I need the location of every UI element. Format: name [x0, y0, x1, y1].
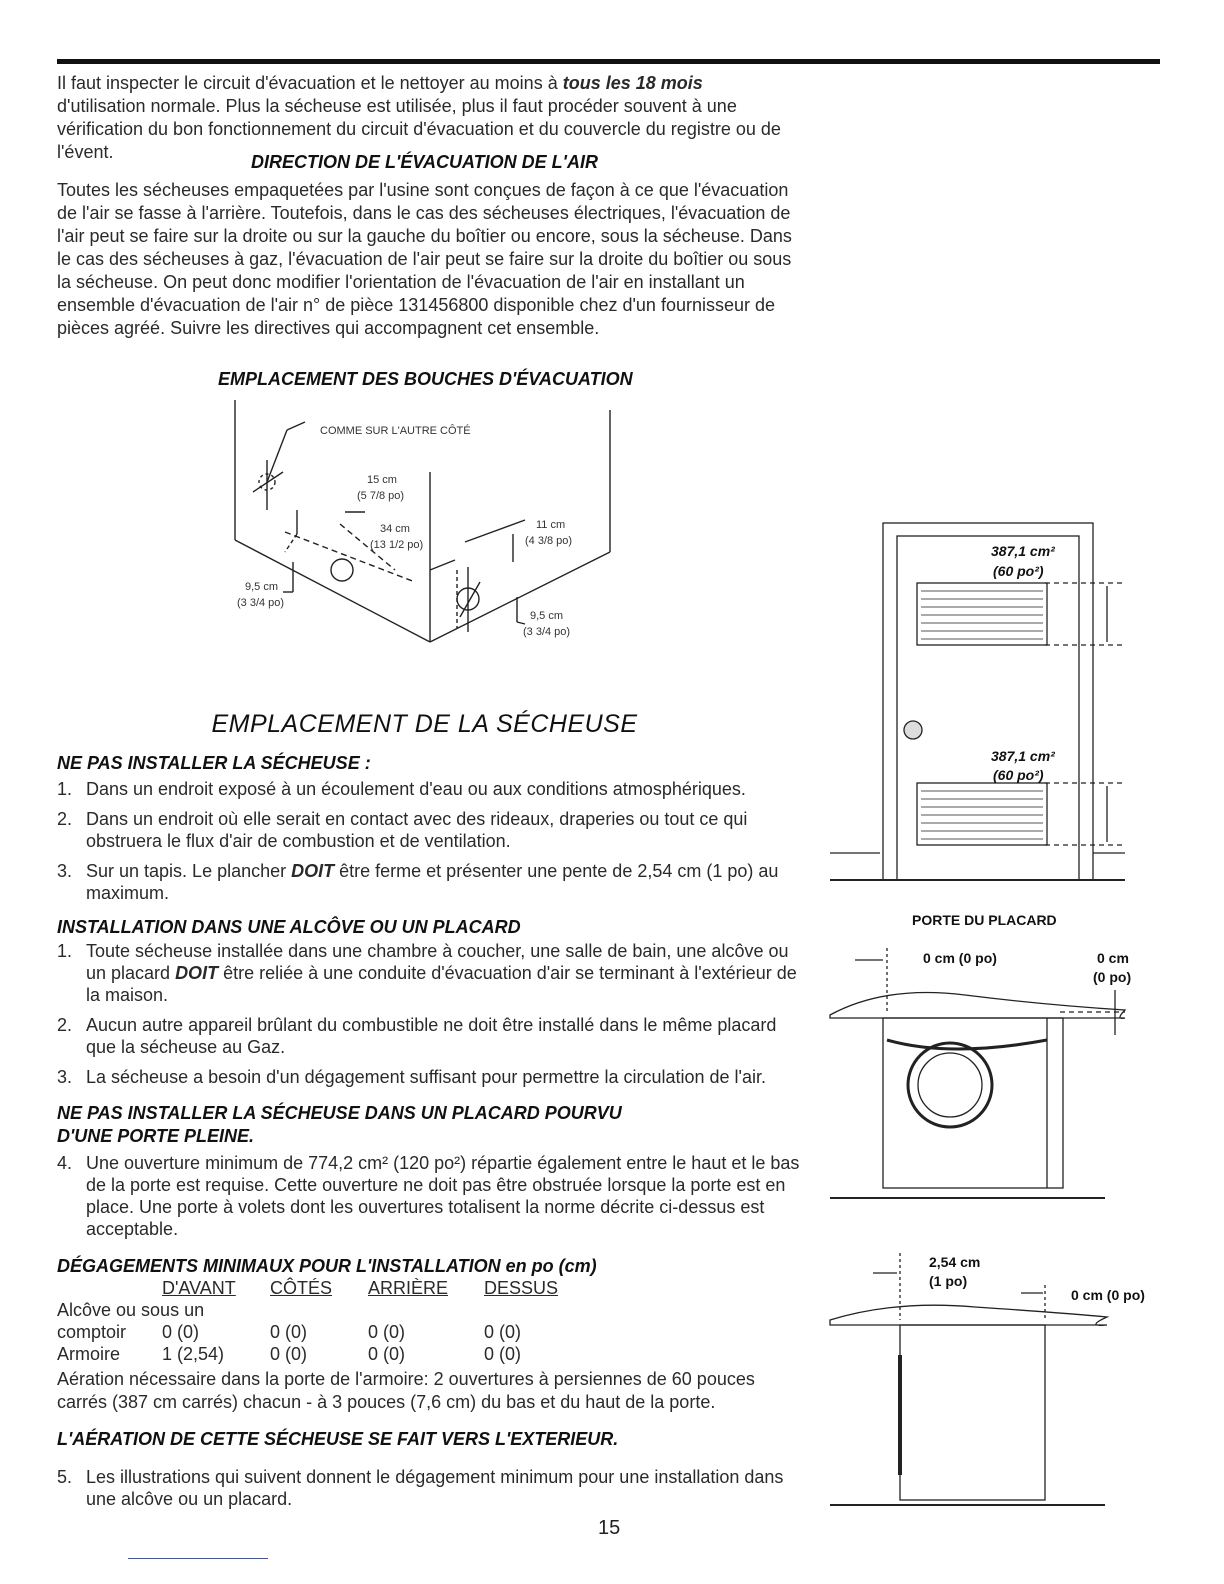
heading-ne-pas-installer: NE PAS INSTALLER LA SÉCHEUSE : — [57, 753, 371, 773]
closet-door-figure — [825, 518, 1155, 938]
list-item: 3. Sur un tapis. Le plancher DOIT être ferme et présenter une pente de 2,54 cm (1 po) au maximum. — [57, 861, 779, 903]
side-clearance-figure — [825, 1245, 1165, 1515]
countertop-side — [830, 1305, 1107, 1325]
label-15cm-po: (5 7/8 po) — [357, 490, 405, 502]
vent-diagram — [225, 392, 625, 652]
label-95cm-left: 9,5 cm — [245, 581, 279, 593]
emplacement-title: EMPLACEMENT DE LA SÉCHEUSE — [211, 710, 638, 738]
col-arriere: ARRIÈRE — [368, 1278, 449, 1298]
aeration-paragraph: Aération nécessaire dans la porte de l'armoire: 2 ouvertures à persiennes de 60 pouces carrés (387 cm carrés) chacun - à 3 pouces (7,6 cm) du bas et du haut de la porte. — [57, 1369, 755, 1412]
intro-text-a: Il faut inspecter le circuit d'évacuation et le nettoyer au moins à — [57, 73, 563, 93]
list-porte-pleine — [57, 1152, 802, 1248]
intro-emphasis: tous les 18 mois — [562, 73, 703, 93]
list-item: 2. Dans un endroit où elle serait en contact avec des rideaux, draperies ou tout ce qui obstruera le flux d'air de combustion et de ventilation. — [57, 809, 748, 851]
vent-diagram-title: EMPLACEMENT DES BOUCHES D'ÉVACUATION — [218, 369, 633, 389]
heading-alcove-placard: INSTALLATION DANS UNE ALCÔVE OU UN PLACARD — [57, 917, 521, 937]
top-area-cm: 387,1 cm² — [991, 543, 1055, 559]
list-item: 4. Une ouverture minimum de 774,2 cm² (120 po²) répartie également entre le haut et le bas de la porte est requise. Cette ouverture ne doit pas être obstruée lorsque la porte est en place. Une porte à volets dont les ouvertures totalisent la norme décrite ci-dessus est acceptable. — [57, 1153, 800, 1239]
dryer-door-inner — [918, 1053, 982, 1117]
direction-paragraph: Toutes les sécheuses empaquetées par l'usine sont conçues de façon à ce que l'évacuation de l'air se fasse à l'arrière. Toutefois, dans le cas des sécheuses électriques, l'évacuation de l'air peut se faire sur la droite ou sur la gauche du boîtier ou encore, sous la sécheuse. Dans le cas des sécheuses à gaz, l'évacuation de l'air peut se faire sur la droite du boîtier ou sous la sécheuse. On peut donc modifier l'orientation de l'évacuation de l'air en installant un ensemble d'évacuation de l'air n° de pièce 131456800 disponible chez d'un fournisseur de pièces agréé. Suivre les directives qui accompagnent cet ensemble. — [57, 180, 792, 338]
front-clearance-figure — [825, 940, 1155, 1215]
table-row: Armoire 1 (2,54) 0 (0) 0 (0) 0 (0) — [57, 1344, 522, 1364]
heading-porte-pleine-b: D'UNE PORTE PLEINE. — [57, 1126, 254, 1146]
list-alcove-placard — [57, 940, 802, 1096]
label-34cm: 34 cm — [380, 523, 410, 535]
door-caption: PORTE DU PLACARD — [912, 912, 1057, 928]
door-knob — [904, 721, 922, 739]
countertop-front — [830, 993, 1125, 1019]
dryer-front-body — [883, 1018, 1063, 1188]
vent-left-circle — [331, 559, 353, 581]
direction-heading: DIRECTION DE L'ÉVACUATION DE L'AIR — [251, 152, 598, 172]
door-frame — [883, 523, 1093, 880]
bottom-area-cm: 387,1 cm² — [991, 748, 1055, 764]
door-panel — [897, 536, 1079, 880]
dryer-door-outer — [908, 1043, 992, 1127]
col-cotes: CÔTÉS — [270, 1278, 333, 1298]
front-top-clearance-po: (0 po) — [1093, 969, 1132, 985]
top-rule — [57, 59, 1160, 64]
list-item: 5. Les illustrations qui suivent donnent le dégagement minimum pour une installation dans une alcôve ou un placard. — [57, 1467, 784, 1509]
clearance-table — [57, 1278, 558, 1365]
top-area-po: (60 po²) — [993, 563, 1044, 579]
bottom-area-po: (60 po²) — [993, 767, 1044, 783]
intro-paragraph — [57, 72, 792, 164]
list-item: 1. Dans un endroit exposé à un écoulement d'eau ou aux conditions atmosphériques. — [57, 779, 746, 799]
label-15cm: 15 cm — [367, 474, 397, 486]
label-same-other-side: COMME SUR L'AUTRE CÔTÉ — [320, 425, 471, 437]
label-95cm-left-po: (3 3/4 po) — [237, 597, 285, 609]
list-ne-pas-installer — [57, 778, 802, 912]
dryer-side-body — [900, 1325, 1045, 1500]
label-95cm-right: 9,5 cm — [530, 610, 564, 622]
bottom-link-rule — [128, 1558, 268, 1559]
list-item: 3. La sécheuse a besoin d'un dégagement suffisant pour permettre la circulation de l'air. — [57, 1067, 766, 1087]
side-front-clearance-cm: 2,54 cm — [929, 1254, 981, 1270]
col-dessus: DESSUS — [484, 1278, 559, 1298]
bottom-louver — [917, 783, 1047, 845]
side-rear-clearance: 0 cm (0 po) — [1071, 1287, 1145, 1303]
list-item: 1. Toute sécheuse installée dans une chambre à coucher, une salle de bain, une alcôve ou un placard DOIT être reliée à une conduite d'évacuation d'air se terminant à l'extérieur de la maison. — [57, 941, 797, 1005]
page-number: 15 — [598, 1517, 621, 1539]
label-11cm-po: (4 3/8 po) — [525, 535, 573, 547]
heading-degagements: DÉGAGEMENTS MINIMAUX POUR L'INSTALLATION en po (cm) — [57, 1256, 597, 1276]
col-avant: D'AVANT — [162, 1278, 236, 1298]
list-item: 2. Aucun autre appareil brûlant du combustible ne doit être installé dans le même placard que la sécheuse au Gaz. — [57, 1015, 777, 1057]
heading-aeration-exterieur: L'AÉRATION DE CETTE SÉCHEUSE SE FAIT VERS L'EXTERIEUR. — [57, 1429, 619, 1449]
table-row: comptoir 0 (0) 0 (0) 0 (0) 0 (0) — [57, 1322, 522, 1342]
intro-text-b: d'utilisation normale. Plus la sécheuse est utilisée, plus il faut procéder souvent à une vérification du bon fonctionnement du circuit d'évacuation et du couvercle du registre ou de l'évent. — [57, 96, 781, 162]
label-95cm-right-po: (3 3/4 po) — [523, 626, 571, 638]
front-top-clearance-cm: 0 cm — [1097, 950, 1129, 966]
front-left-clearance: 0 cm (0 po) — [923, 950, 997, 966]
heading-porte-pleine-a: NE PAS INSTALLER LA SÉCHEUSE DANS UN PLACARD POURVU — [57, 1103, 622, 1123]
top-louver — [917, 583, 1047, 645]
table-header-row — [57, 1278, 558, 1299]
label-34cm-po: (13 1/2 po) — [370, 539, 424, 551]
table-row: Alcôve ou sous un — [57, 1300, 205, 1320]
list-illustrations — [57, 1466, 802, 1518]
side-front-clearance-po: (1 po) — [929, 1273, 968, 1289]
label-11cm: 11 cm — [536, 519, 566, 531]
